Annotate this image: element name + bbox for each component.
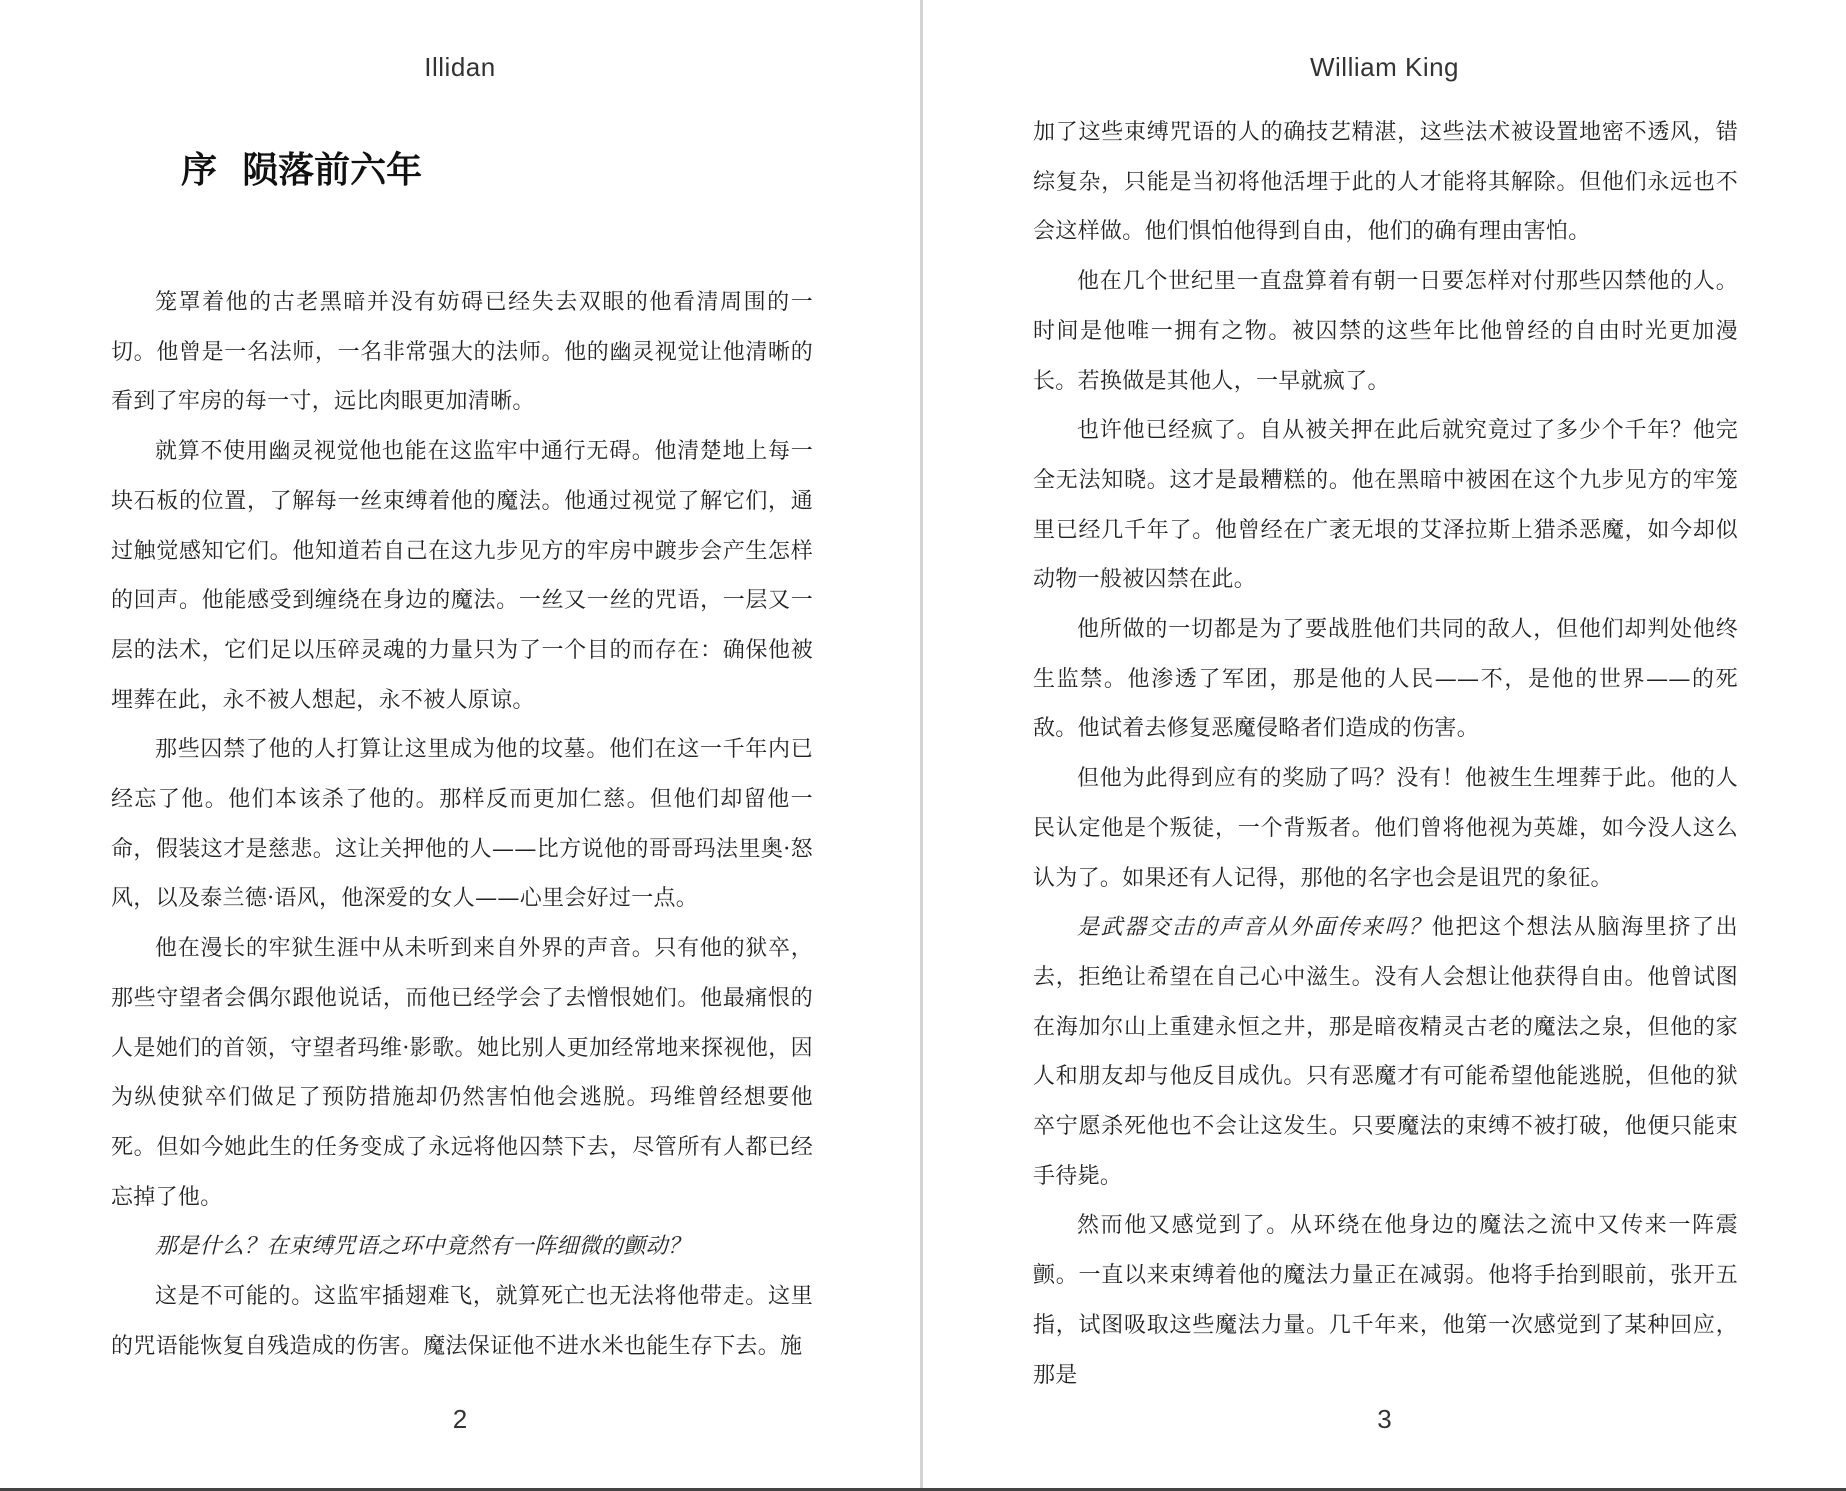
paragraph xyxy=(111,427,813,725)
paragraph-text: 但他为此得到应有的奖励了吗？没有！他被生生埋葬于此。他的人民认定他是个叛徒，一个背叛者。他们曾将他视为英雄，如今没人这么认为了。如果还有人记得，那他的名字也会是诅咒的象征。 xyxy=(1033,766,1738,891)
paragraph-text: 也许他已经疯了。自从被关押在此后就究竟过了多少个千年？他完全无法知晓。这才是最糟糕的。他在黑暗中被困在这个九步见方的牢笼里已经几千年了。他曾经在广袤无垠的艾泽拉斯上猎杀恶魔，如今却似动物一般被囚禁在此。 xyxy=(1033,418,1738,593)
paragraph-text: 笼罩着他的古老黑暗并没有妨碍已经失去双眼的他看清周围的一切。他曾是一名法师，一名非常强大的法师。他的幽灵视觉让他清晰的看到了牢房的每一寸，远比肉眼更加清晰。 xyxy=(111,290,813,415)
right-page xyxy=(923,0,1846,1491)
paragraph-text: 他在几个世纪里一直盘算着有朝一日要怎样对付那些囚禁他的人。时间是他唯一拥有之物。被囚禁的这些年比他曾经的自由时光更加漫长。若换做是其他人，一早就疯了。 xyxy=(1033,269,1738,394)
paragraph-text: 他在漫长的牢狱生涯中从未听到来自外界的声音。只有他的狱卒，那些守望者会偶尔跟他说话，而他已经学会了去憎恨她们。他最痛恨的人是她们的首领，守望者玛维·影歌。她比别人更加经常地来探视他，因为纵使狱卒们做足了预防措施却仍然害怕他会逃脱。玛维曾经想要他死。但如今她此生的任务变成了永远将他囚禁下去，尽管所有人都已经忘掉了他。 xyxy=(111,936,813,1210)
paragraph xyxy=(1033,406,1738,605)
paragraph-text: 这是不可能的。这监牢插翅难飞，就算死亡也无法将他带走。这里的咒语能恢复自残造成的伤害。魔法保证他不进水米也能生存下去。施 xyxy=(111,1284,813,1359)
paragraph-text: 他所做的一切都是为了要战胜他们共同的敌人，但他们却判处他终生监禁。他渗透了军团，那是他的人民——不，是他的世界——的死敌。他试着去修复恶魔侵略者们造成的伤害。 xyxy=(1033,617,1738,742)
paragraph xyxy=(111,1222,813,1272)
paragraph-text: 那些囚禁了他的人打算让这里成为他的坟墓。他们在这一千年内已经忘了他。他们本该杀了他的。那样反而更加仁慈。但他们却留他一命，假装这才是慈悲。这让关押他的人——比方说他的哥哥玛法里奥·怒风，以及泰兰德·语风，他深爱的女人——心里会好过一点。 xyxy=(111,737,813,912)
chapter-title: 序 陨落前六年 xyxy=(181,150,423,191)
running-head-right: William King xyxy=(1309,52,1460,82)
paragraph-italic: 是武器交击的声音从外面传来吗？ xyxy=(1077,915,1432,941)
paragraph-text: 他把这个想法从脑海里挤了出去，拒绝让希望在自己心中滋生。没有人会想让他获得自由。他曾试图在海加尔山上重建永恒之井，那是暗夜精灵古老的魔法之泉，但他的家人和朋友却与他反目成仇。只有恶魔才有可能希望他能逃脱，但他的狱卒宁愿杀死他也不会让这发生。只要魔法的束缚不被打破，他便只能束手待毙。 xyxy=(1033,915,1738,1189)
paragraph-continued xyxy=(1033,108,1738,257)
paragraph xyxy=(111,725,813,924)
running-head-left: Illidan xyxy=(424,52,496,82)
left-page-body xyxy=(111,278,813,1371)
paragraph xyxy=(1033,754,1738,903)
right-page-body xyxy=(1033,108,1738,1400)
paragraph xyxy=(111,1272,813,1371)
left-page xyxy=(0,0,920,1491)
paragraph-text: 然而他又感觉到了。从环绕在他身边的魔法之流中又传来一阵震颤。一直以来束缚着他的魔法力量正在减弱。他将手抬到眼前，张开五指，试图吸取这些魔法力量。几千年来，他第一次感觉到了某种回应，那是 xyxy=(1033,1213,1738,1388)
page-number-right: 3 xyxy=(1377,1404,1392,1434)
paragraph xyxy=(1033,1201,1738,1400)
paragraph xyxy=(1033,257,1738,406)
paragraph-text: 就算不使用幽灵视觉他也能在这监牢中通行无碍。他清楚地上每一块石板的位置，了解每一丝束缚着他的魔法。他通过视觉了解它们，通过触觉感知它们。他知道若自己在这九步见方的牢房中踱步会产生怎样的回声。他能感受到缠绕在身边的魔法。一丝又一丝的咒语，一层又一层的法术，它们足以压碎灵魂的力量只为了一个目的而存在：确保他被埋葬在此，永不被人想起，永不被人原谅。 xyxy=(111,439,813,713)
paragraph-italic: 那是什么？在束缚咒语之环中竟然有一阵细微的颤动？ xyxy=(155,1234,691,1260)
paragraph xyxy=(1033,903,1738,1201)
paragraph xyxy=(111,278,813,427)
paragraph-text: 加了这些束缚咒语的人的确技艺精湛，这些法术被设置地密不透风，错综复杂，只能是当初将他活埋于此的人才能将其解除。但他们永远也不会这样做。他们惧怕他得到自由，他们的确有理由害怕。 xyxy=(1033,120,1738,245)
paragraph xyxy=(1033,605,1738,754)
page-number-left: 2 xyxy=(452,1404,468,1434)
paragraph xyxy=(111,924,813,1222)
